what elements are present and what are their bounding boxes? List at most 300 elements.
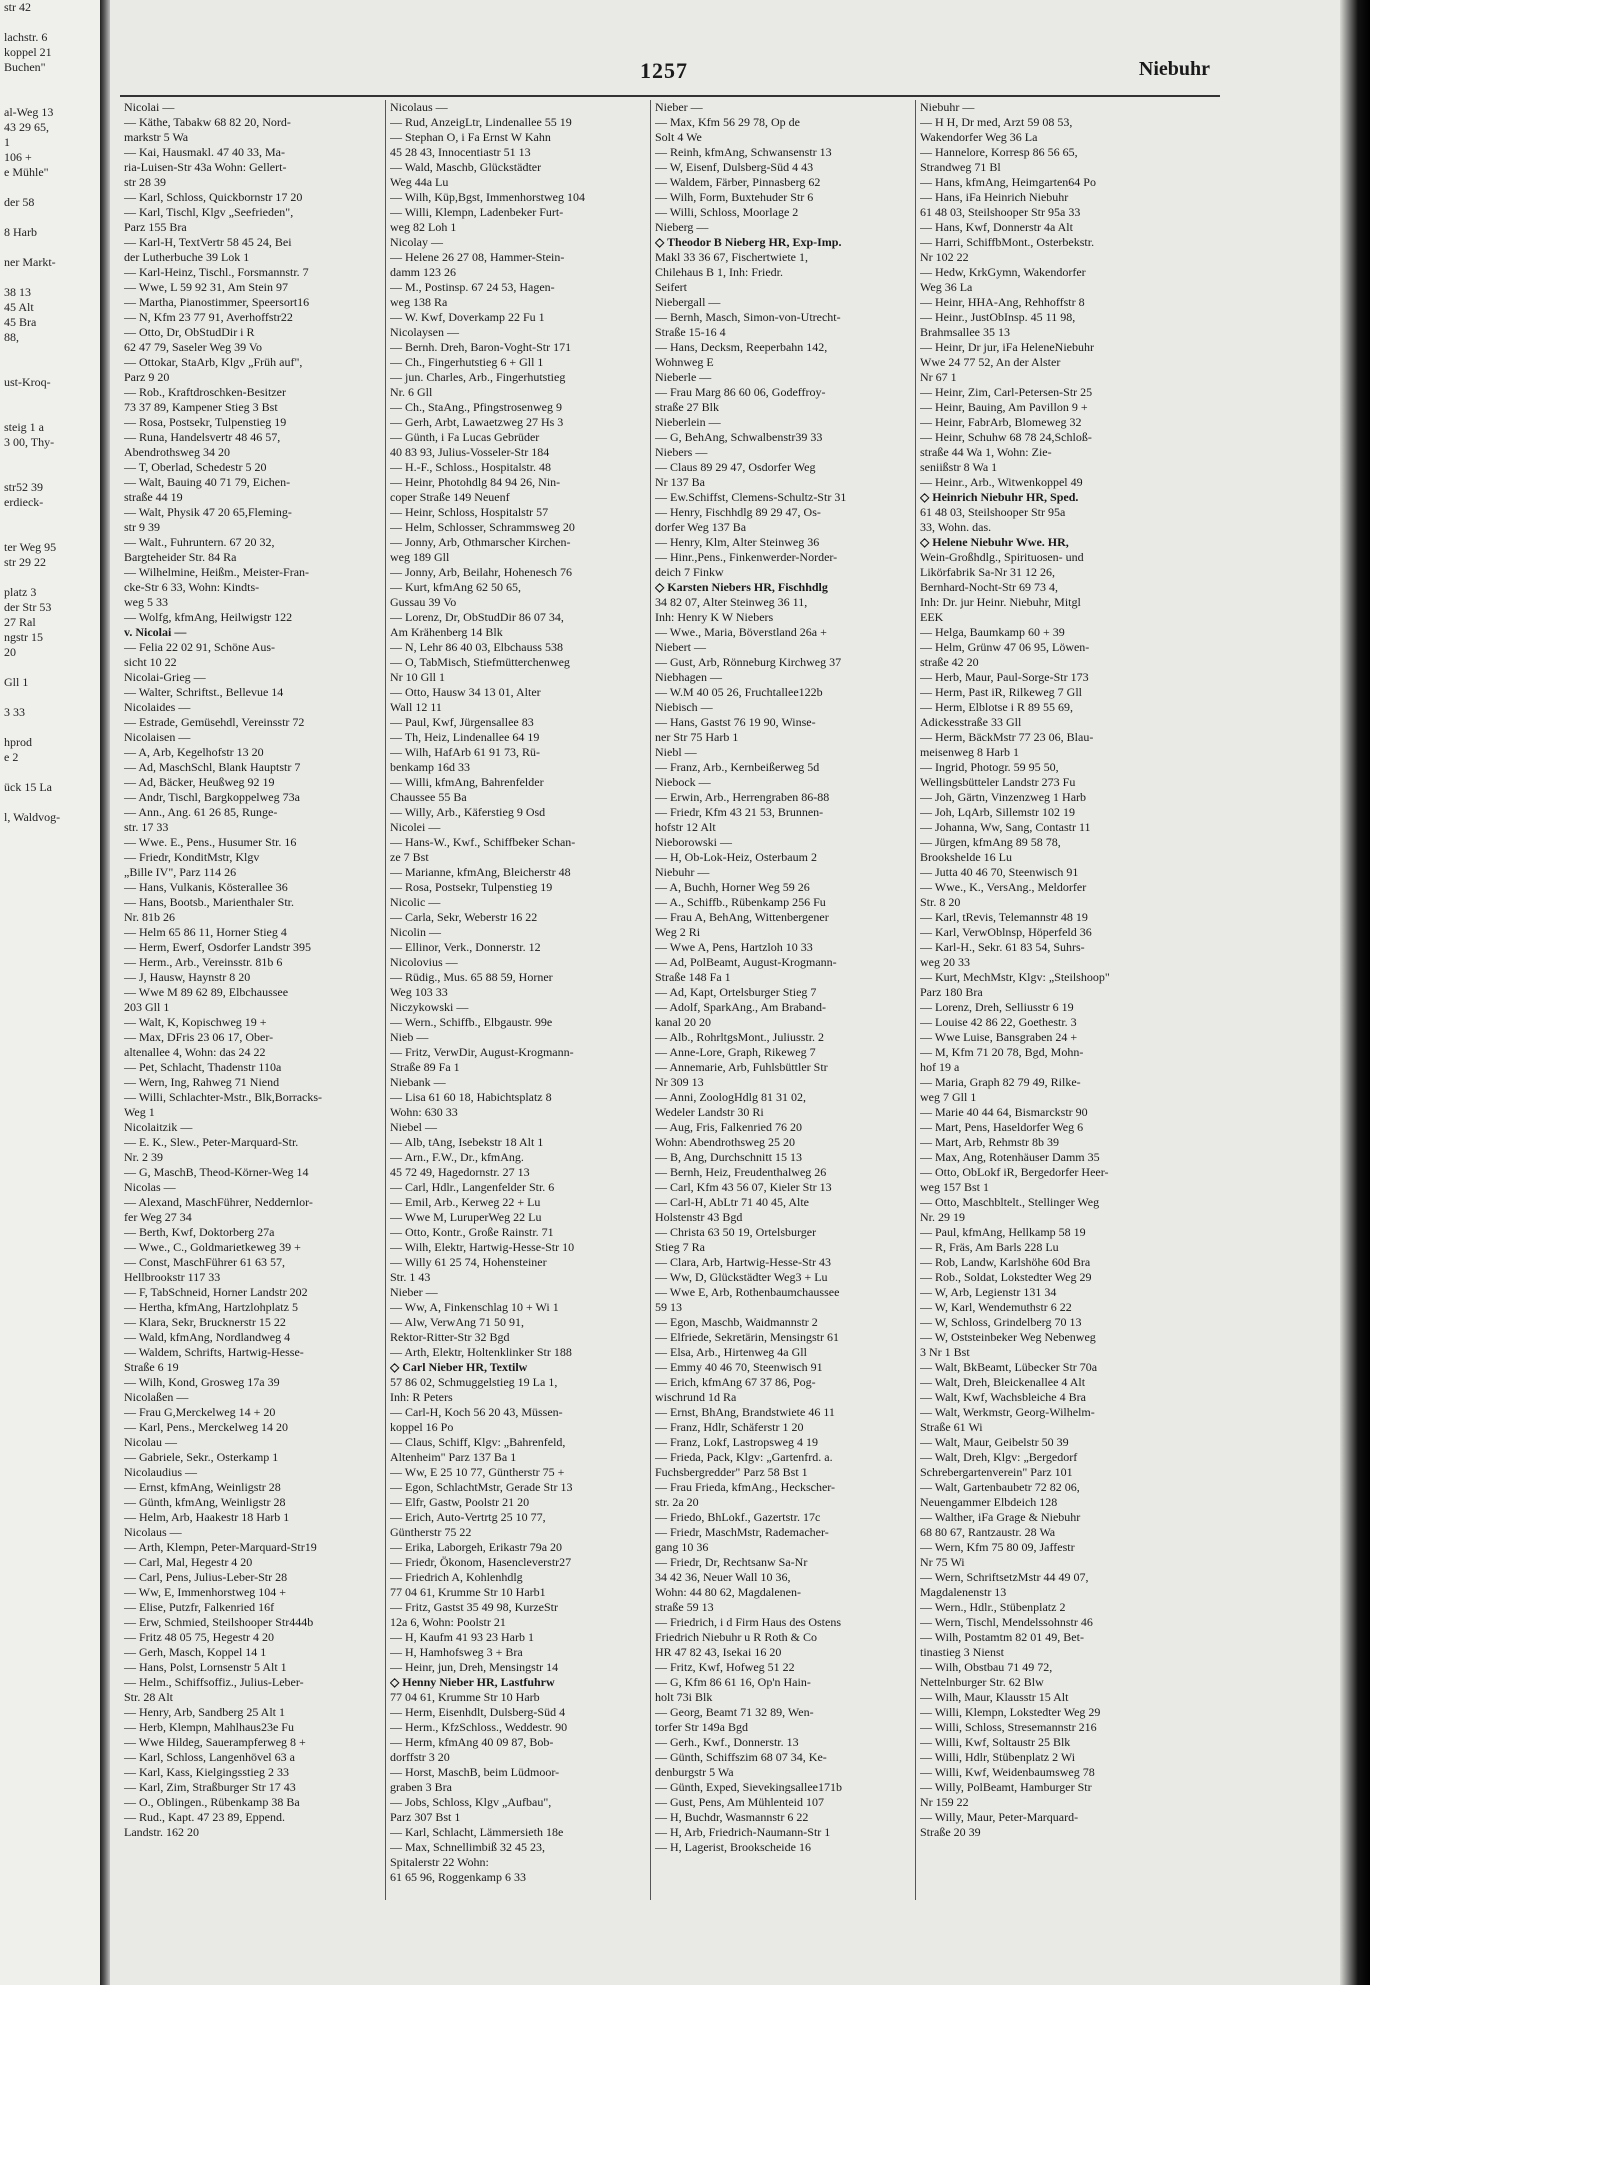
directory-entry: — H, Lagerist, Brookscheide 16 xyxy=(655,1840,811,1854)
facing-page-fragment: 1 xyxy=(4,135,10,149)
directory-entry: — Hedw, KrkGymn, Wakendorfer xyxy=(920,265,1086,279)
directory-entry: — Elise, Putzfr, Falkenried 16f xyxy=(124,1600,275,1614)
facing-page-fragment xyxy=(4,690,100,705)
directory-entry: — Ingrid, Photogr. 59 95 50, xyxy=(920,760,1059,774)
directory-entry: — Karl, Tischl, Klgv „Seefrieden", xyxy=(124,205,294,219)
facing-page-fragment: ter Weg 95 xyxy=(4,540,57,554)
facing-page-fragment: der 58 xyxy=(4,195,35,209)
directory-entry: 61 65 96, Roggenkamp 6 33 xyxy=(390,1870,526,1884)
directory-entry: — Walt, Dreh, Bleickenallee 4 Alt xyxy=(920,1375,1086,1389)
directory-entry: Wohn: Abendrothsweg 25 20 xyxy=(655,1135,796,1149)
directory-entry: Fuchsbergredder" Parz 58 Bst 1 xyxy=(655,1465,808,1479)
directory-entry: 68 80 67, Rantzaustr. 28 Wa xyxy=(920,1525,1056,1539)
directory-entry: — Ew.Schiffst, Clemens-Schultz-Str 31 xyxy=(655,490,847,504)
directory-entry: 77 04 61, Krumme Str 10 Harb xyxy=(390,1690,540,1704)
directory-entry: Altenheim" Parz 137 Ba 1 xyxy=(390,1450,517,1464)
directory-entry: — Hans, Polst, Lornsenstr 5 Alt 1 xyxy=(124,1660,287,1674)
directory-entry: — Reinh, kfmAng, Schwansenstr 13 xyxy=(655,145,832,159)
directory-entry: weg 5 33 xyxy=(124,595,168,609)
directory-entry: Solt 4 We xyxy=(655,130,702,144)
directory-entry: — H, Kaufm 41 93 23 Harb 1 xyxy=(390,1630,534,1644)
directory-entry: Chaussee 55 Ba xyxy=(390,790,467,804)
facing-page-fragment xyxy=(4,795,100,810)
directory-entry: damm 123 26 xyxy=(390,265,456,279)
facing-page-fragment: lachstr. 6 xyxy=(4,30,48,44)
facing-page-fragment xyxy=(4,90,100,105)
directory-entry: 73 37 89, Kampener Stieg 3 Bst xyxy=(124,400,278,414)
surname-heading: Niebhagen — xyxy=(655,670,722,684)
directory-entry: Weg 2 Ri xyxy=(655,925,701,939)
directory-entry: — Elfriede, Sekretärin, Mensingstr 61 xyxy=(655,1330,839,1344)
directory-entry: — Claus 89 29 47, Osdorfer Weg xyxy=(655,460,816,474)
directory-entry: — Rud., Kapt. 47 23 89, Eppend. xyxy=(124,1810,285,1824)
directory-entry: — Willi, Schlachter-Mstr., Blk,Borracks- xyxy=(124,1090,323,1104)
directory-entry: Magdalenenstr 13 xyxy=(920,1585,1007,1599)
facing-page-fragment: Buchen" xyxy=(4,60,46,74)
directory-entry: markstr 5 Wa xyxy=(124,130,189,144)
directory-entry: 62 47 79, Saseler Weg 39 Vo xyxy=(124,340,263,354)
directory-entry: — Ann., Ang. 61 26 85, Runge- xyxy=(124,805,278,819)
facing-page-fragment xyxy=(4,345,100,360)
directory-entry: Weg 44a Lu xyxy=(390,175,449,189)
directory-entry: — Helm, Schlosser, Schrammsweg 20 xyxy=(390,520,575,534)
directory-entry: — Helm, Arb, Haakestr 18 Harb 1 xyxy=(124,1510,290,1524)
directory-entry: weg 20 33 xyxy=(920,955,970,969)
directory-entry: — Heinr, HHA-Ang, Rehhoffstr 8 xyxy=(920,295,1085,309)
directory-entry: — M., Postinsp. 67 24 53, Hagen- xyxy=(390,280,555,294)
directory-entry: Likörfabrik Sa-Nr 31 12 26, xyxy=(920,565,1055,579)
directory-entry: — Wwe. E., Pens., Husumer Str. 16 xyxy=(124,835,297,849)
directory-entry: Wedeler Landstr 30 Ri xyxy=(655,1105,764,1119)
directory-entry: — Friedo, BhLokf., Gazertstr. 17c xyxy=(655,1510,821,1524)
surname-heading: Nieber — xyxy=(655,100,703,114)
directory-entry: ria-Luisen-Str 43a Wohn: Gellert- xyxy=(124,160,287,174)
directory-entry: EEK xyxy=(920,610,944,624)
surname-heading: Niebergall — xyxy=(655,295,721,309)
directory-entry: — Carl, Hdlr., Langenfelder Str. 6 xyxy=(390,1180,555,1194)
directory-entry: — Alw, VerwAng 71 50 91, xyxy=(390,1315,524,1329)
facing-page-fragment: erdieck- xyxy=(4,495,44,509)
directory-entry: — Friedr, KonditMstr, Klgv xyxy=(124,850,260,864)
directory-entry: — Willi, kfmAng, Bahrenfelder xyxy=(390,775,544,789)
directory-entry: coper Straße 149 Neuenf xyxy=(390,490,510,504)
facing-page-fragment xyxy=(4,450,100,465)
surname-heading: Nieborowski — xyxy=(655,835,732,849)
directory-entry: — Wwe E, Arb, Rothenbaumchaussee xyxy=(655,1285,840,1299)
directory-entry: — Wwe., C., Goldmarietkeweg 39 + xyxy=(124,1240,301,1254)
directory-entry: — J, Hausw, Haynstr 8 20 xyxy=(124,970,251,984)
directory-entry: — W, Schloss, Grindelberg 70 13 xyxy=(920,1315,1082,1329)
directory-entry: Nr 309 13 xyxy=(655,1075,704,1089)
directory-entry: — Ww, D, Glückstädter Weg3 + Lu xyxy=(655,1270,828,1284)
directory-entry: — Günth, i Fa Lucas Gebrüder xyxy=(390,430,540,444)
directory-entry: — Friedr, MaschMstr, Rademacher- xyxy=(655,1525,829,1539)
surname-heading: Nieber — xyxy=(390,1285,438,1299)
directory-entry: — jun. Charles, Arb., Fingerhutstieg xyxy=(390,370,566,384)
directory-entry: — Franz, Arb., Kernbeißerweg 5d xyxy=(655,760,820,774)
directory-entry: — Mart, Pens, Haseldorfer Weg 6 xyxy=(920,1120,1084,1134)
directory-entry: — Alb., RohrltgsMont., Juliusstr. 2 xyxy=(655,1030,825,1044)
directory-entry: — Walt, Maur, Geibelstr 50 39 xyxy=(920,1435,1069,1449)
facing-page-fragment xyxy=(4,210,100,225)
directory-entry: dorfer Weg 137 Ba xyxy=(655,520,747,534)
directory-entry: — Walt, Gartenbaubetr 72 82 06, xyxy=(920,1480,1080,1494)
directory-entry: kanal 20 20 xyxy=(655,1015,711,1029)
directory-entry: — Wald, kfmAng, Nordlandweg 4 xyxy=(124,1330,291,1344)
directory-entry: — Hertha, kfmAng, Hartzlohplatz 5 xyxy=(124,1300,298,1314)
directory-entry: — Anni, ZoologHdlg 81 31 02, xyxy=(655,1090,807,1104)
page-number: 1257 xyxy=(640,58,688,83)
directory-entry: Wall 12 11 xyxy=(390,700,442,714)
directory-entry: — Willi, Kwf, Weidenbaumsweg 78 xyxy=(920,1765,1095,1779)
directory-entry: — Helm., Schiffsoffiz., Julius-Leber- xyxy=(124,1675,304,1689)
directory-entry: — Willy 61 25 74, Hohensteiner xyxy=(390,1255,547,1269)
directory-entry: — W, Oststeinbeker Weg Nebenweg xyxy=(920,1330,1096,1344)
facing-page-fragment xyxy=(4,15,100,30)
surname-heading: Nicolovius — xyxy=(390,955,458,969)
surname-heading: Nieberle — xyxy=(655,370,712,384)
directory-entry: — Runa, Handelsvertr 48 46 57, xyxy=(124,430,281,444)
directory-entry: — Walt, BkBeamt, Lübecker Str 70a xyxy=(920,1360,1098,1374)
facing-page-fragment: hprod xyxy=(4,735,32,749)
directory-entry: — Lisa 61 60 18, Habichtsplatz 8 xyxy=(390,1090,552,1104)
directory-entry: — Otto, Hausw 34 13 01, Alter xyxy=(390,685,541,699)
directory-entry: straße 44 19 xyxy=(124,490,183,504)
directory-entry: — Willi, Hdlr, Stübenplatz 2 Wi xyxy=(920,1750,1076,1764)
surname-heading: Niebers — xyxy=(655,445,708,459)
directory-entry: — G, Kfm 86 61 16, Op'n Hain- xyxy=(655,1675,811,1689)
directory-entry: — Heinr, FabrArb, Blomeweg 32 xyxy=(920,415,1082,429)
directory-entry: Weg 103 33 xyxy=(390,985,448,999)
directory-entry: — Willy, Arb., Käferstieg 9 Osd xyxy=(390,805,546,819)
directory-entry: 45 72 49, Hagedornstr. 27 13 xyxy=(390,1165,530,1179)
directory-entry: Wohnweg E xyxy=(655,355,714,369)
facing-page-fragment: ner Markt- xyxy=(4,255,56,269)
surname-heading: Nicolaides — xyxy=(124,700,191,714)
directory-entry: Wwe 24 77 52, An der Alster xyxy=(920,355,1061,369)
directory-entry: — Walther, iFa Grage & Niebuhr xyxy=(920,1510,1081,1524)
directory-entry: — Max, Schnellimbiß 32 45 23, xyxy=(390,1840,545,1854)
directory-entry: Inh: Henry K W Niebers xyxy=(655,610,774,624)
directory-entry: — Ch., Fingerhutstieg 6 + Gll 1 xyxy=(390,355,544,369)
directory-entry: — Carl-H, AbLtr 71 40 45, Alte xyxy=(655,1195,809,1209)
directory-entry: Parz 180 Bra xyxy=(920,985,983,999)
directory-entry: — Carl, Kfm 43 56 07, Kieler Str 13 xyxy=(655,1180,832,1194)
directory-entry: — Herm, Eisenhdlt, Dulsberg-Süd 4 xyxy=(390,1705,566,1719)
directory-entry: — Rob., Soldat, Lokstedter Weg 29 xyxy=(920,1270,1092,1284)
directory-entry: — Aug, Fris, Falkenried 76 20 xyxy=(655,1120,802,1134)
directory-entry: Wohn: 44 80 62, Magdalenen- xyxy=(655,1585,802,1599)
directory-entry: Neuengammer Elbdeich 128 xyxy=(920,1495,1058,1509)
surname-heading: Nicolaus — xyxy=(124,1525,182,1539)
directory-entry: 59 13 xyxy=(655,1300,682,1314)
directory-column-1 xyxy=(120,100,385,1900)
directory-entry: Inh: Dr. jur Heinr. Niebuhr, Mitgl xyxy=(920,595,1081,609)
directory-entry: — Wern, Tischl, Mendelssohnstr 46 xyxy=(920,1615,1093,1629)
directory-entry: weg 138 Ra xyxy=(390,295,448,309)
directory-entry: — N, Kfm 23 77 91, Averhoffstr22 xyxy=(124,310,293,324)
directory-entry: 12a 6, Wohn: Poolstr 21 xyxy=(390,1615,506,1629)
facing-page-fragment: koppel 21 xyxy=(4,45,52,59)
directory-entry: Stieg 7 Ra xyxy=(655,1240,705,1254)
directory-entry: — Wald, Maschb, Glückstädter xyxy=(390,160,542,174)
directory-entry: — Willi, Kwf, Soltaustr 25 Blk xyxy=(920,1735,1071,1749)
directory-entry: Nr. 2 39 xyxy=(124,1150,163,1164)
directory-entry: — Rob, Landw, Karlshöhe 60d Bra xyxy=(920,1255,1091,1269)
directory-entry: — F, TabSchneid, Horner Landstr 202 xyxy=(124,1285,308,1299)
directory-entry: Adickesstraße 33 Gll xyxy=(920,715,1022,729)
directory-entry: Parz 9 20 xyxy=(124,370,170,384)
directory-entry: — Carl-H, Koch 56 20 43, Müssen- xyxy=(390,1405,563,1419)
directory-entry: — Egon, SchlachtMstr, Gerade Str 13 xyxy=(390,1480,573,1494)
directory-entry: altenallee 4, Wohn: das 24 22 xyxy=(124,1045,266,1059)
surname-heading: Nicolic — xyxy=(390,895,441,909)
facing-page-fragment xyxy=(4,240,100,255)
directory-entry: — O., Oblingen., Rübenkamp 38 Ba xyxy=(124,1795,300,1809)
directory-entry: Güntherstr 75 22 xyxy=(390,1525,472,1539)
directory-entry: — N, Lehr 86 40 03, Elbchauss 538 xyxy=(390,640,563,654)
facing-page-fragment xyxy=(4,360,100,375)
directory-columns xyxy=(120,100,1220,1900)
directory-entry: — Berth, Kwf, Doktorberg 27a xyxy=(124,1225,275,1239)
directory-entry: — Wilh, Form, Buxtehuder Str 6 xyxy=(655,190,814,204)
directory-entry: — Kurt, kfmAng 62 50 65, xyxy=(390,580,521,594)
directory-entry: Bargteheider Str. 84 Ra xyxy=(124,550,237,564)
directory-entry: — Walt, K, Kopischweg 19 + xyxy=(124,1015,267,1029)
directory-entry: — Heinr, Schloss, Hospitalstr 57 xyxy=(390,505,549,519)
directory-entry: Str. 8 20 xyxy=(920,895,961,909)
directory-entry: — W, Eisenf, Dulsberg-Süd 4 43 xyxy=(655,160,814,174)
directory-entry: — Karl-Heinz, Tischl., Forsmannstr. 7 xyxy=(124,265,309,279)
directory-entry: Abendrothsweg 34 20 xyxy=(124,445,230,459)
directory-entry: — Arn., F.W., Dr., kfmAng. xyxy=(390,1150,524,1164)
directory-entry: — Jürgen, kfmAng 89 58 78, xyxy=(920,835,1061,849)
directory-entry: — Willi, Klempn, Lokstedter Weg 29 xyxy=(920,1705,1101,1719)
directory-entry: — E. K., Slew., Peter-Marquard-Str. xyxy=(124,1135,299,1149)
directory-entry: weg 7 Gll 1 xyxy=(920,1090,977,1104)
directory-entry: Nr 137 Ba xyxy=(655,475,705,489)
directory-entry: — Walt, Dreh, Klgv: „Bergedorf xyxy=(920,1450,1078,1464)
directory-entry: straße 27 Blk xyxy=(655,400,719,414)
directory-entry: Straße 89 Fa 1 xyxy=(390,1060,460,1074)
directory-entry: — Herm, Past iR, Rilkeweg 7 Gll xyxy=(920,685,1082,699)
directory-entry: — Erw, Schmied, Steilshooper Str444b xyxy=(124,1615,314,1629)
directory-entry: Straße 61 Wi xyxy=(920,1420,983,1434)
directory-entry: ◇ Henny Nieber HR, Lastfuhrw xyxy=(390,1675,555,1689)
directory-entry: — Herm, Ewerf, Osdorfer Landstr 395 xyxy=(124,940,311,954)
directory-entry: Straße 148 Fa 1 xyxy=(655,970,731,984)
directory-entry: — Helene 26 27 08, Hammer-Stein- xyxy=(390,250,565,264)
directory-entry: 203 Gll 1 xyxy=(124,1000,170,1014)
directory-entry: straße 44 Wa 1, Wohn: Zie- xyxy=(920,445,1052,459)
directory-entry: — Otto, Dr, ObStudDir i R xyxy=(124,325,255,339)
directory-entry: weg 82 Loh 1 xyxy=(390,220,457,234)
directory-entry: — A., Schiffb., Rübenkamp 256 Fu xyxy=(655,895,826,909)
directory-entry: Nr. 6 Gll xyxy=(390,385,433,399)
directory-entry: — Wwe., K., VersAng., Meldorfer xyxy=(920,880,1087,894)
surname-heading: Nicolai-Grieg — xyxy=(124,670,206,684)
directory-entry: Nr 159 22 xyxy=(920,1795,969,1809)
directory-entry: — Stephan O, i Fa Ernst W Kahn xyxy=(390,130,551,144)
facing-page-fragment xyxy=(4,570,100,585)
directory-entry: — Marianne, kfmAng, Bleicherstr 48 xyxy=(390,865,571,879)
directory-entry: — Friedrich, i d Firm Haus des Ostens xyxy=(655,1615,841,1629)
directory-entry: Friedrich Niebuhr u R Roth & Co xyxy=(655,1630,817,1644)
directory-entry: Seifert xyxy=(655,280,687,294)
directory-entry: — Bernh. Dreh, Baron-Voght-Str 171 xyxy=(390,340,572,354)
directory-entry: straße 59 13 xyxy=(655,1600,714,1614)
directory-entry: — Otto, Maschbltelt., Stellinger Weg xyxy=(920,1195,1100,1209)
facing-page-fragment xyxy=(4,660,100,675)
directory-entry: Wein-Großhdlg., Spirituosen- und xyxy=(920,550,1084,564)
directory-entry: — Herm., Arb., Vereinsstr. 81b 6 xyxy=(124,955,283,969)
directory-entry: — Walt, Bauing 40 71 79, Eichen- xyxy=(124,475,291,489)
directory-entry: — Jutta 40 46 70, Steenwisch 91 xyxy=(920,865,1079,879)
directory-entry: — Friedrich A, Kohlenhdlg xyxy=(390,1570,523,1584)
directory-entry: — B, Ang, Durchschnitt 15 13 xyxy=(655,1150,802,1164)
directory-entry: — Herm, Elblotse i R 89 55 69, xyxy=(920,700,1073,714)
directory-entry: Bernhard-Nocht-Str 69 73 4, xyxy=(920,580,1058,594)
directory-entry: — R, Fräs, Am Barls 228 Lu xyxy=(920,1240,1059,1254)
directory-entry: — Const, MaschFührer 61 63 57, xyxy=(124,1255,285,1269)
directory-entry: Wakendorfer Weg 36 La xyxy=(920,130,1038,144)
directory-entry: — Günth, Exped, Sievekingsallee171b xyxy=(655,1780,842,1794)
directory-entry: — Wilh, Maur, Klausstr 15 Alt xyxy=(920,1690,1069,1704)
directory-entry: Makl 33 36 67, Fischertwiete 1, xyxy=(655,250,808,264)
directory-entry: Brahmsallee 35 13 xyxy=(920,325,1010,339)
directory-entry: 40 83 93, Julius-Vosseler-Str 184 xyxy=(390,445,550,459)
directory-entry: str. 17 33 xyxy=(124,820,169,834)
surname-heading: Niebl — xyxy=(655,745,697,759)
directory-entry: — Karl, Schloss, Quickbornstr 17 20 xyxy=(124,190,303,204)
directory-entry: — Estrade, Gemüsehdl, Vereinsstr 72 xyxy=(124,715,305,729)
surname-heading: Nieb — xyxy=(390,1030,429,1044)
directory-entry: — Friedr, Dr, Rechtsanw Sa-Nr xyxy=(655,1555,808,1569)
directory-entry: — Wilh, Elektr, Hartwig-Hesse-Str 10 xyxy=(390,1240,575,1254)
directory-entry: — Elsa, Arb., Hirtenweg 4a Gll xyxy=(655,1345,807,1359)
directory-entry: tinastieg 3 Nienst xyxy=(920,1645,1004,1659)
directory-entry: — Willy, PolBeamt, Hamburger Str xyxy=(920,1780,1092,1794)
directory-entry: — Georg, Beamt 71 32 89, Wen- xyxy=(655,1705,814,1719)
directory-entry: — Joh, LqArb, Sillemstr 102 19 xyxy=(920,805,1075,819)
directory-entry: — Wern., Hdlr., Stübenplatz 2 xyxy=(920,1600,1066,1614)
directory-entry: ◇ Theodor B Nieberg HR, Exp-Imp. xyxy=(655,235,842,249)
facing-page-fragment xyxy=(4,525,100,540)
header-rule xyxy=(120,95,1220,97)
directory-entry: meisenweg 8 Harb 1 xyxy=(920,745,1019,759)
directory-entry: Inh: R Peters xyxy=(390,1390,453,1404)
directory-entry: — Hannelore, Korresp 86 56 65, xyxy=(920,145,1078,159)
directory-entry: — Ottokar, StaArb, Klgv „Früh auf", xyxy=(124,355,303,369)
directory-entry: — Walt, Physik 47 20 65,Fleming- xyxy=(124,505,292,519)
directory-entry: — Walt., Fuhruntern. 67 20 32, xyxy=(124,535,275,549)
surname-heading: Niebank — xyxy=(390,1075,446,1089)
directory-entry: — Gust, Pens, Am Mühlenteid 107 xyxy=(655,1795,825,1809)
directory-entry: — Carl, Pens, Julius-Leber-Str 28 xyxy=(124,1570,288,1584)
surname-heading: v. Nicolai — xyxy=(124,625,187,639)
facing-page-fragment xyxy=(4,510,100,525)
facing-page-fragment: Gll 1 xyxy=(4,675,29,689)
directory-entry: 77 04 61, Krumme Str 10 Harb1 xyxy=(390,1585,546,1599)
book-fold xyxy=(100,0,110,1985)
directory-entry: — Erich, kfmAng 67 37 86, Pog- xyxy=(655,1375,816,1389)
directory-entry: fer Weg 27 34 xyxy=(124,1210,192,1224)
surname-heading: Nicolau — xyxy=(124,1435,177,1449)
directory-entry: Landstr. 162 20 xyxy=(124,1825,199,1839)
directory-entry: der Lutherbuche 39 Lok 1 xyxy=(124,250,250,264)
directory-entry: — Wwe Hildeg, Sauerampferweg 8 + xyxy=(124,1735,306,1749)
directory-entry: — Friedr, Kfm 43 21 53, Brunnen- xyxy=(655,805,824,819)
directory-entry: — Clara, Arb, Hartwig-Hesse-Str 43 xyxy=(655,1255,831,1269)
directory-entry: — Rüdig., Mus. 65 88 59, Horner xyxy=(390,970,553,984)
directory-entry: — Emil, Arb., Kerweg 22 + Lu xyxy=(390,1195,541,1209)
directory-entry: — Wern, Ing, Rahweg 71 Niend xyxy=(124,1075,280,1089)
directory-entry: — Waldem, Schrifts, Hartwig-Hesse- xyxy=(124,1345,304,1359)
directory-entry: — Horst, MaschB, beim Lüdmoor- xyxy=(390,1765,560,1779)
directory-entry: — Marie 40 44 64, Bismarckstr 90 xyxy=(920,1105,1088,1119)
directory-entry: — Louise 42 86 22, Goethestr. 3 xyxy=(920,1015,1077,1029)
surname-heading: Nieberg — xyxy=(655,220,709,234)
directory-entry: — Heinr, jun, Dreh, Mensingstr 14 xyxy=(390,1660,559,1674)
directory-entry: — Fritz, Kwf, Hofweg 51 22 xyxy=(655,1660,795,1674)
directory-entry: — Wilhelmine, Heißm., Meister-Fran- xyxy=(124,565,310,579)
directory-entry: — Jonny, Arb, Beilahr, Hohenesch 76 xyxy=(390,565,573,579)
directory-entry: — Felia 22 02 91, Schöne Aus- xyxy=(124,640,275,654)
directory-entry: — Hans, Bootsb., Marienthaler Str. xyxy=(124,895,294,909)
directory-column-2 xyxy=(385,100,650,1900)
directory-entry: — Paul, kfmAng, Hellkamp 58 19 xyxy=(920,1225,1086,1239)
surname-heading: Nicolay — xyxy=(390,235,443,249)
surname-heading: Nicolaysen — xyxy=(390,325,459,339)
directory-entry: — Wwe., Maria, Böverstland 26a + xyxy=(655,625,827,639)
directory-entry: Hellbrookstr 117 33 xyxy=(124,1270,221,1284)
directory-entry: str 9 39 xyxy=(124,520,160,534)
directory-entry: Parz 155 Bra xyxy=(124,220,187,234)
directory-entry: — Helm 65 86 11, Horner Stieg 4 xyxy=(124,925,287,939)
directory-entry: Nr. 29 19 xyxy=(920,1210,965,1224)
directory-entry: — Herm, BäckMstr 77 23 06, Blau- xyxy=(920,730,1094,744)
directory-entry: 33, Wohn. das. xyxy=(920,520,992,534)
directory-entry: ◇ Karsten Niebers HR, Fischhdlg xyxy=(655,580,828,594)
directory-entry: — Wolfg, kfmAng, Heilwigstr 122 xyxy=(124,610,293,624)
directory-entry: — Th, Heiz, Lindenallee 64 19 xyxy=(390,730,540,744)
directory-entry: — Hans, Vulkanis, Kösterallee 36 xyxy=(124,880,288,894)
directory-entry: — Willi, Schloss, Moorlage 2 xyxy=(655,205,799,219)
facing-page-fragment: e 2 xyxy=(4,750,19,764)
directory-entry: — Lorenz, Dreh, Selliusstr 6 19 xyxy=(920,1000,1074,1014)
directory-entry: — Walt, Werkmstr, Georg-Wilhelm- xyxy=(920,1405,1095,1419)
directory-entry: — Bernh, Masch, Simon-von-Utrecht- xyxy=(655,310,841,324)
directory-entry: Nr 67 1 xyxy=(920,370,957,384)
directory-entry: — Herm., KfzSchloss., Weddestr. 90 xyxy=(390,1720,568,1734)
directory-entry: — Karl-H, TextVertr 58 45 24, Bei xyxy=(124,235,292,249)
directory-entry: — M, Kfm 71 20 78, Bgd, Mohn- xyxy=(920,1045,1084,1059)
directory-entry: hof 19 a xyxy=(920,1060,960,1074)
directory-entry: 3 Nr 1 Bst xyxy=(920,1345,970,1359)
directory-entry: — Willi, Schloss, Stresemannstr 216 xyxy=(920,1720,1097,1734)
directory-entry: — Martha, Pianostimmer, Speersort16 xyxy=(124,295,310,309)
directory-entry: — Wwe A, Pens, Hartzloh 10 33 xyxy=(655,940,813,954)
directory-entry: — Pet, Schlacht, Thadenstr 110a xyxy=(124,1060,282,1074)
directory-entry: — Karl-H., Sekr. 61 83 54, Suhrs- xyxy=(920,940,1085,954)
directory-entry: Rektor-Ritter-Str 32 Bgd xyxy=(390,1330,510,1344)
directory-entry: — Heinr, Photohdlg 84 94 26, Nin- xyxy=(390,475,561,489)
directory-entry: HR 47 82 43, Isekai 16 20 xyxy=(655,1645,782,1659)
directory-entry: — Johanna, Ww, Sang, Contastr 11 xyxy=(920,820,1091,834)
directory-entry: — Gerh, Arbt, Lawaetzweg 27 Hs 3 xyxy=(390,415,564,429)
directory-entry: — Fritz, VerwDir, August-Krogmann- xyxy=(390,1045,574,1059)
facing-page-fragment: ust-Kroq- xyxy=(4,375,51,389)
